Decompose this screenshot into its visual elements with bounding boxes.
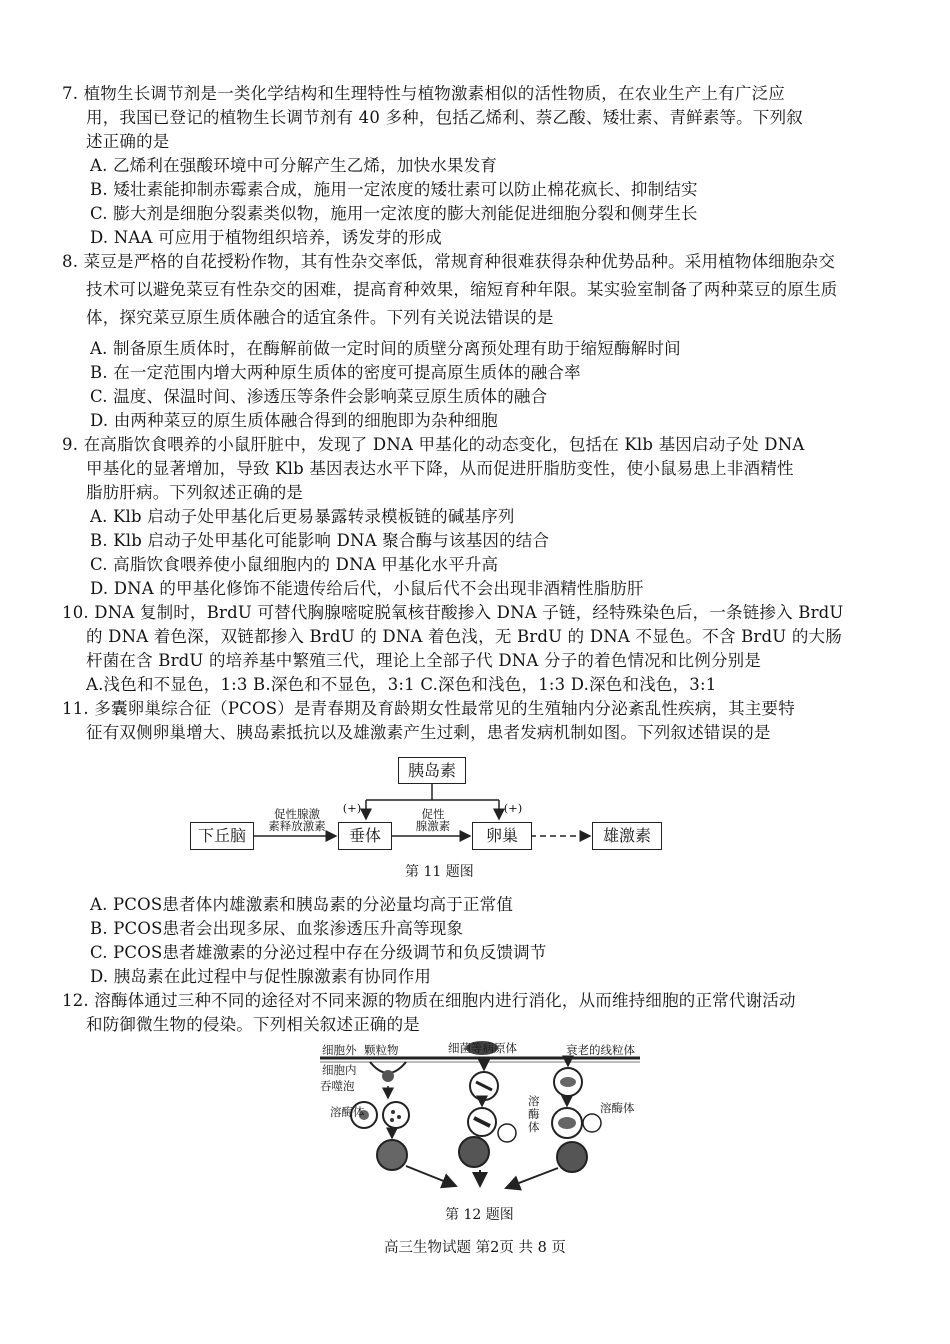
q11-option-a: A. PCOS患者体内雄激素和胰岛素的分泌量均高于正常值 [90,895,514,914]
q10-line-2: 的 DNA 着色深，双链都掺入 BrdU 的 DNA 着色浅，无 BrdU 的 DNA 不显色。不含 BrdU 的大肠 [86,627,842,646]
label-pathogen: 细菌等病原体 [448,1041,517,1055]
q11-figure-caption: 第 11 题图 [405,864,474,880]
label-lysosome-2b: 酶 [528,1107,540,1121]
q9-line-1: 9. 在高脂饮食喂养的小鼠肝脏中，发现了 DNA 甲基化的动态变化，包括在 Klb 基因启动子处 DNA [62,435,805,454]
gnrh-label-2: 素释放激素 [268,819,326,833]
hypothalamus-box: 下丘脑 [190,822,254,850]
q7-option-b: B. 矮壮素能抑制赤霉素合成，施用一定浓度的矮壮素可以防止棉花疯长、抑制结实 [90,180,698,199]
q9-line-3: 脂肪肝病。下列叙述正确的是 [86,483,304,502]
pituitary-box: 垂体 [338,822,392,850]
label-phagosome: 吞噬泡 [320,1079,355,1093]
q8-option-a: A. 制备原生质体时，在酶解前做一定时间的质壁分离预处理有助于缩短酶解时间 [90,339,681,358]
q7-line-1: 7. 植物生长调节剂是一类化学结构和生理特性与植物激素相似的活性物质，在农业生产上有广泛应 [62,84,785,103]
plus-sign-pituitary: (+) [342,801,362,815]
insulin-box: 胰岛素 [398,757,466,784]
q9-option-d: D. DNA 的甲基化修饰不能遗传给后代，小鼠后代不会出现非酒精性脂肪肝 [90,579,644,598]
q12-line-2: 和防御微生物的侵染。下列相关叙述正确的是 [86,1015,420,1034]
q9-option-c: C. 高脂饮食喂养使小鼠细胞内的 DNA 甲基化水平升高 [90,555,499,574]
label-lysosome-3: 溶酶体 [600,1101,635,1115]
q8-option-c: C. 温度、保温时间、渗透压等条件会影响菜豆原生质体的融合 [90,387,548,406]
q9-option-b: B. Klb 启动子处甲基化可能影响 DNA 聚合酶与该基因的结合 [90,531,550,550]
androgen-box: 雄激素 [592,822,662,850]
label-lysosome-2a: 溶 [528,1094,540,1108]
q9-line-2: 甲基化的显著增加，导致 Klb 基因表达水平下降，从而促进肝脂肪变性，使小鼠易患上非酒精性 [86,459,794,478]
q10-line-1: 10. DNA 复制时，BrdU 可替代胸腺嘧啶脱氧核苷酸掺入 DNA 子链，经特殊染色后，一条链掺入 BrdU [62,603,844,622]
q8-option-d: D. 由两种菜豆的原生质体融合得到的细胞即为杂种细胞 [90,411,498,430]
q8-option-b: B. 在一定范围内增大两种原生质体的密度可提高原生质体的融合率 [90,363,581,382]
q11-line-2: 征有双侧卵巢增大、胰岛素抵抗以及雄激素产生过剩，患者发病机制如图。下列叙述错误的是 [86,723,771,742]
label-particle: 颗粒物 [364,1043,399,1057]
gnrh-label-1: 促性腺激 [274,807,320,821]
label-lysosome-2c: 体 [528,1120,540,1134]
label-lysosome-1: 溶酶体 [330,1105,365,1119]
q10-options: A.浅色和不显色，1:3 B.深色和不显色，3:1 C.深色和浅色，1:3 D.深色和浅色，3:1 [86,675,717,694]
q7-line-3: 述正确的是 [86,132,170,151]
q7-option-c: C. 膨大剂是细胞分裂素类似物，施用一定浓度的膨大剂能促进细胞分裂和侧芽生长 [90,204,698,223]
q11-line-1: 11. 多囊卵巢综合征（PCOS）是青春期及育龄期女性最常见的生殖轴内分泌紊乱性疾病，其主要特 [62,699,795,718]
q7-option-d: D. NAA 可应用于植物组织培养，诱发芽的形成 [90,228,442,247]
q8-line-3: 体，探究菜豆原生质体融合的适宜条件。下列有关说法错误的是 [86,308,554,327]
q12-figure-caption: 第 12 题图 [445,1207,514,1223]
q9-option-a: A. Klb 启动子处甲基化后更易暴露转录模板链的碱基序列 [90,507,515,526]
page-footer: 高三生物试题 第2页 共 8 页 [384,1240,566,1256]
label-inside-cell: 细胞内 [322,1063,357,1077]
q8-line-1: 8. 菜豆是严格的自花授粉作物，其有性杂交率低，常规育种很难获得杂种优势品种。采用植物体细胞杂交 [62,252,836,271]
gn-label-2: 腺激素 [415,819,451,833]
q11-option-b: B. PCOS患者会出现多尿、血浆渗透压升高等现象 [90,919,464,938]
ovary-box: 卵巢 [472,822,532,850]
q10-line-3: 杆菌在含 BrdU 的培养基中繁殖三代，理论上全部子代 DNA 分子的着色情况和比例分别是 [86,651,762,670]
q12-line-1: 12. 溶酶体通过三种不同的途径对不同来源的物质在细胞内进行消化，从而维持细胞的正常代谢活动 [62,991,796,1010]
q11-option-d: D. 胰岛素在此过程中与促性腺激素有协同作用 [90,967,432,986]
q7-line-2: 用，我国已登记的植物生长调节剂有 40 多种，包括乙烯利、萘乙酸、矮壮素、青鲜素等。下列叙 [86,108,803,127]
q11-option-c: C. PCOS患者雄激素的分泌过程中存在分级调节和负反馈调节 [90,943,547,962]
gn-label-1: 促性 [421,807,445,821]
q7-option-a: A. 乙烯利在强酸环境中可分解产生乙烯，加快水果发育 [90,156,498,175]
q8-line-2: 技术可以避免菜豆有性杂交的困难，提高育种效果，缩短育种年限。某实验室制备了两种菜豆的原生质 [86,280,838,299]
label-aged-mitochondria: 衰老的线粒体 [566,1043,635,1057]
label-outside-cell: 细胞外 [322,1043,357,1057]
plus-sign-ovary: (+) [503,801,523,815]
